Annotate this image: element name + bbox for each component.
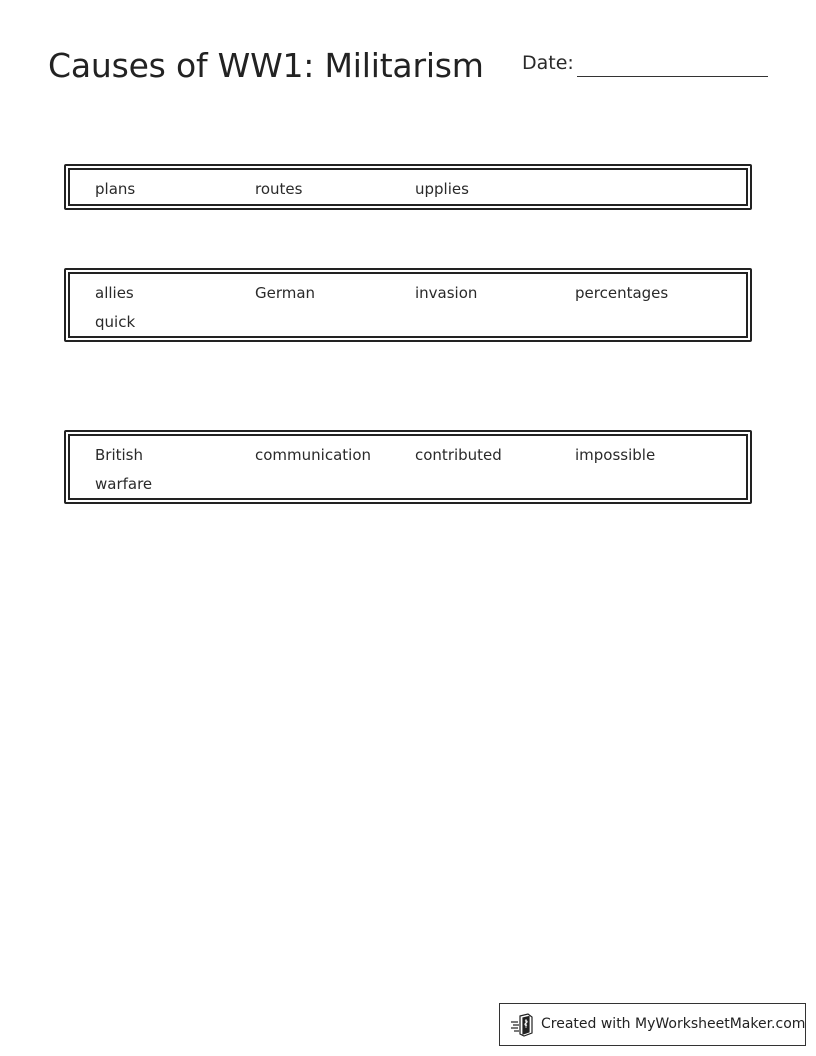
word-bank-word: routes [255, 180, 303, 198]
date-label: Date: [522, 52, 574, 74]
word-bank-inner [68, 168, 748, 206]
word-bank-word: invasion [415, 284, 478, 302]
date-line[interactable] [577, 76, 768, 77]
word-bank-word: British [95, 446, 143, 464]
word-bank-word: impossible [575, 446, 656, 464]
page-title: Causes of WW1: Militarism [48, 46, 484, 85]
word-bank-word: quick [95, 313, 136, 331]
footer-credit-text: Created with MyWorksheetMaker.com [541, 1016, 806, 1032]
word-bank-1 [64, 164, 752, 210]
word-bank-word: percentages [575, 284, 669, 302]
word-bank-inner [68, 272, 748, 338]
word-bank-inner [68, 434, 748, 500]
word-bank-word: upplies [415, 180, 469, 198]
worksheet-logo-icon [510, 1013, 536, 1037]
word-bank-3 [64, 430, 752, 504]
word-bank-word: warfare [95, 475, 153, 493]
word-bank-word: plans [95, 180, 136, 198]
word-bank-word: communication [255, 446, 372, 464]
word-bank-2 [64, 268, 752, 342]
word-bank-word: German [255, 284, 316, 302]
word-bank-word: allies [95, 284, 134, 302]
word-bank-word: contributed [415, 446, 502, 464]
footer-badge[interactable] [499, 1003, 806, 1046]
